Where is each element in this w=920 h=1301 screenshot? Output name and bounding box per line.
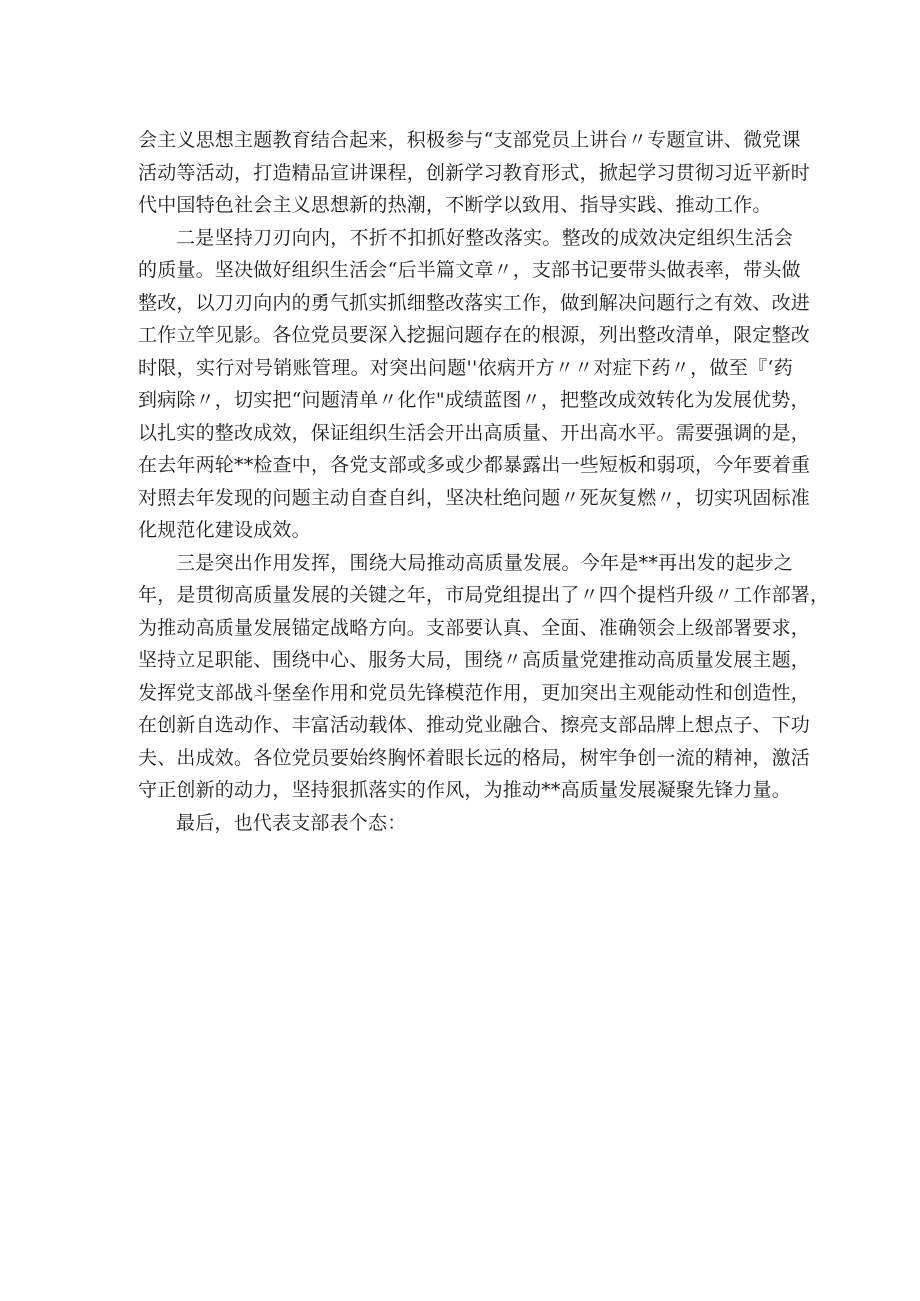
text-line: 二是坚持刀刃向内，不折不扣抓好整改落实。整改的成效决定组织生活会 xyxy=(176,226,793,249)
text-line: 守正创新的动力，坚持狠抓落实的作风，为推动**高质量发展凝聚先锋力量。 xyxy=(138,779,792,801)
text-line: 整改，以刀刃向内的勇气抓实抓细整改落实工作，做到解决问题行之有效、改进 xyxy=(138,291,811,314)
paragraph-2 xyxy=(138,222,811,547)
text-line: 对照去年发现的问题主动自查自纠，坚决杜绝问题〃死灰复燃〃，切实巩固标准 xyxy=(138,486,811,509)
text-line: 为推动高质量发展锚定战略方向。支部要认真、全面、准确领会上级部署要求， xyxy=(138,616,811,639)
text-line: 发挥党支部战斗堡垒作用和党员先锋模范作用，更加突出主观能动性和创造性， xyxy=(138,681,811,704)
text-line: 坚持立足职能、围绕中心、服务大局，围绕〃高质量党建推动高质量发展主题， xyxy=(138,649,811,671)
paragraph-3 xyxy=(138,547,830,807)
text-line: 时限，实行对号销账管理。对突出问题''依病开方〃〃对症下药〃，做至『‘药 xyxy=(138,356,793,379)
text-line: 夫、出成效。各位党员要始终胸怀着眼长远的格局，树牢争创一流的精神，激活 xyxy=(138,746,811,769)
text-line: 以扎实的整改成效，保证组织生活会开出高质量、开出高水平。需要强调的是， xyxy=(138,421,811,444)
document-body xyxy=(138,124,830,839)
text-line: 到病除〃，切实把“问题清单〃化作"成绩蓝图〃，把整改成效转化为发展优势， xyxy=(138,389,810,411)
text-line: 三是突出作用发挥，围绕大局推动高质量发展。今年是**再出发的起步之 xyxy=(176,551,793,574)
text-line: 在去年两轮**检查中，各党支部或多或少都暴露出一些短板和弱项，今年要着重 xyxy=(138,454,811,476)
text-line: 最后，也代表支部表个态： xyxy=(176,811,407,834)
text-line: 在创新自选动作、丰富活动载体、推动党业融合、擦亮支部品牌上想点子、下功 xyxy=(138,714,811,736)
text-line: 化规范化建设成效。 xyxy=(138,519,311,541)
paragraph-4 xyxy=(138,807,793,840)
text-line: 工作立竿见影。各位党员要深入挖掘问题存在的根源，列出整改清单，限定整改 xyxy=(138,324,811,346)
text-line: 的质量。坚决做好组织生活会“后半篇文章〃，支部书记要带头做表率，带头做 xyxy=(138,259,801,281)
paragraph-1 xyxy=(138,124,811,222)
text-line: 代中国特色社会主义思想新的热潮，不断学以致用、指导实践、推动工作。 xyxy=(138,194,772,216)
text-line: 年，是贯彻高质量发展的关键之年，市局党组提出了〃四个提档升级〃工作部署， xyxy=(138,584,830,606)
text-line: 活动等活动，打造精品宣讲课程，创新学习教育形式，掀起学习贯彻习近平新时 xyxy=(138,161,811,184)
text-line: 会主义思想主题教育结合起来，积极参与“支部党员上讲台〃专题宣讲、微党课 xyxy=(138,129,801,151)
